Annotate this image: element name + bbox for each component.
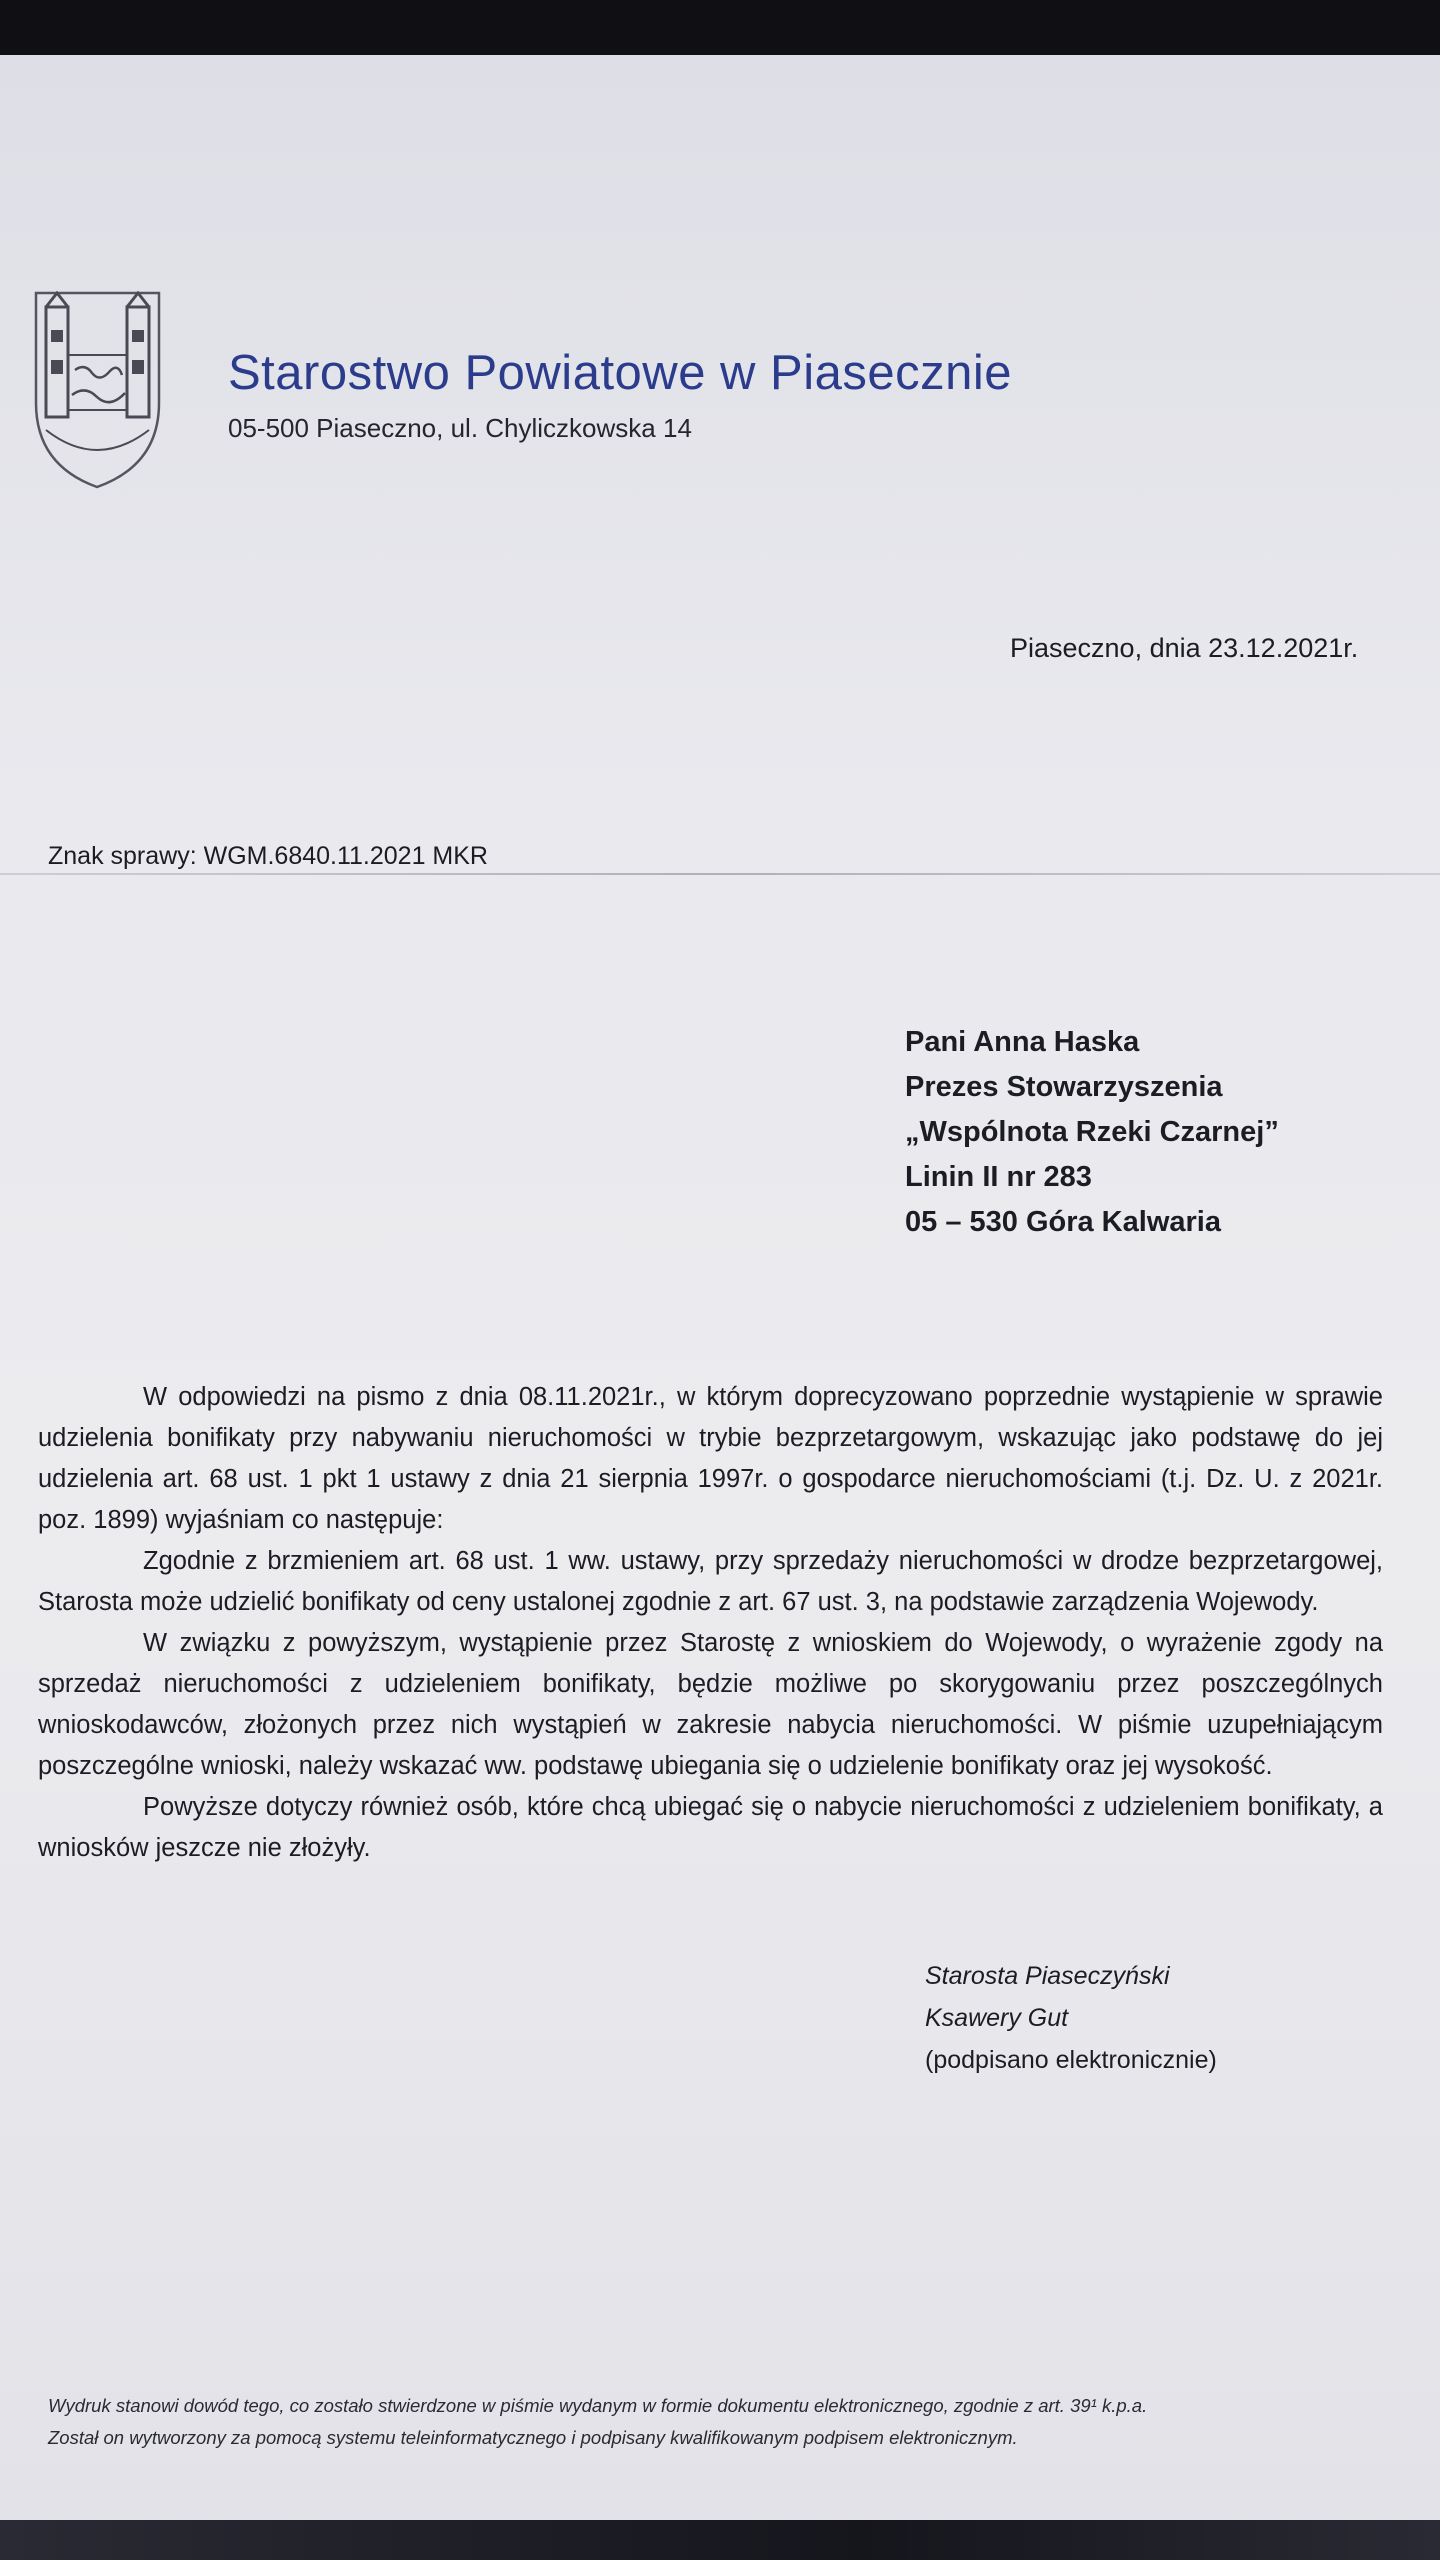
paper-fold-line xyxy=(0,873,1440,875)
signatory-title: Starosta Piaseczyński xyxy=(925,1962,1170,1990)
signature-note: (podpisano elektronicznie) xyxy=(925,2046,1217,2074)
body-paragraph: W związku z powyższym, wystąpienie przez Starostę z wnioskiem do Wojewody, o wyrażenie zgody na sprzedaż nieruchomości z udzieleniem bonifikaty, będzie możliwe po skorygowaniu przez poszczególnych wnioskodawców, złożonych przez nich wystąpień w zakresie nabycia nieruchomości. W piśmie uzupełniającym poszczególne wnioski, należy wskazać ww. podstawę ubiegania się o udzielenie bonifikaty oraz jej wysokość. xyxy=(38,1629,1383,1780)
recipient-street: Linin II nr 283 xyxy=(905,1161,1092,1193)
letter-page xyxy=(0,55,1440,2520)
case-reference: Znak sprawy: WGM.6840.11.2021 MKR xyxy=(48,842,488,870)
letter-date: Piaseczno, dnia 23.12.2021r. xyxy=(1010,633,1359,663)
recipient-organization: „Wspólnota Rzeki Czarnej” xyxy=(905,1116,1279,1148)
office-name: Starostwo Powiatowe w Piasecznie xyxy=(228,346,1013,400)
recipient-address-block xyxy=(905,1020,1279,1245)
background-edge xyxy=(0,2520,1440,2560)
signatory-name: Ksawery Gut xyxy=(925,2004,1069,2032)
recipient-city: 05 – 530 Góra Kalwaria xyxy=(905,1206,1221,1238)
letter-body xyxy=(38,1377,1383,1869)
coat-of-arms-icon xyxy=(30,285,165,495)
body-paragraph: Zgodnie z brzmieniem art. 68 ust. 1 ww. ustawy, przy sprzedaży nieruchomości w drodze bezprzetargowej, Starosta może udzielić bonifikaty od ceny ustalonej zgodnie z art. 67 ust. 3, na podstawie zarządzenia Wojewody. xyxy=(38,1547,1383,1616)
signature-block xyxy=(925,1955,1217,2081)
recipient-title: Prezes Stowarzyszenia xyxy=(905,1071,1223,1103)
recipient-name: Pani Anna Haska xyxy=(905,1026,1140,1058)
office-address: 05-500 Piaseczno, ul. Chyliczkowska 14 xyxy=(228,413,692,443)
electronic-document-footnote xyxy=(48,2390,1368,2454)
footnote-line-2: Został on wytworzony za pomocą systemu teleinformatycznego i podpisany kwalifikowanym podpisem elektronicznym. xyxy=(48,2427,1018,2448)
footnote-line-1: Wydruk stanowi dowód tego, co zostało stwierdzone w piśmie wydanym w formie dokumentu elektronicznego, zgodnie z art. 39¹ k.p.a. xyxy=(48,2395,1148,2416)
body-paragraph: Powyższe dotyczy również osób, które chcą ubiegać się o nabycie nieruchomości z udzieleniem bonifikaty, a wniosków jeszcze nie złożyły. xyxy=(38,1793,1383,1862)
body-paragraph: W odpowiedzi na pismo z dnia 08.11.2021r., w którym doprecyzowano poprzednie wystąpienie w sprawie udzielenia bonifikaty przy nabywaniu nieruchomości w trybie bezprzetargowym, wskazując jako podstawę do jej udzielenia art. 68 ust. 1 pkt 1 ustawy z dnia 21 sierpnia 1997r. o gospodarce nieruchomościami (t.j. Dz. U. z 2021r. poz. 1899) wyjaśniam co następuje: xyxy=(38,1383,1383,1534)
